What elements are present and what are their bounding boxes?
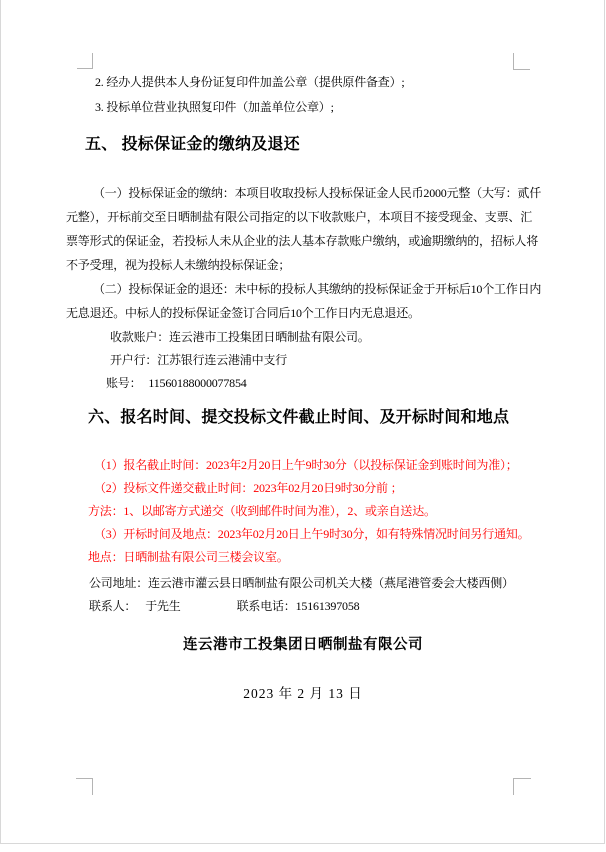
signature-company: 连云港市工投集团日晒制盐有限公司	[183, 637, 423, 653]
contact-line	[89, 599, 359, 614]
section6-heading: 六、报名时间、提交投标文件截止时间、及开标时间和地点	[88, 409, 510, 426]
contact-person-value: 于先生	[145, 599, 181, 613]
section5-para2-line2: 无息退还。中标人的投标保证金签订合同后10个工作日内无息退还。	[66, 306, 420, 320]
signup-deadline-line: （1）报名截止时间：2023年2月20日上午9时30分（以投标保证金到账时间为准）；	[94, 458, 518, 472]
section5-para1-line2: 元整），开标前交至日晒制盐有限公司指定的以下收款账户，本项目不接受现金、支票、汇	[66, 210, 533, 224]
section5-para1-line4: 不予受理，视为投标人未缴纳投标保证金；	[66, 258, 291, 272]
preamble-item-3: 3. 投标单位营业执照复印件（加盖单位公章）;	[95, 100, 334, 114]
text-boundary-mark-top-left	[77, 68, 93, 69]
company-address-line: 公司地址：连云港市灌云县日晒制盐有限公司机关大楼（燕尾港管委会大楼西侧）	[89, 576, 514, 590]
submit-deadline-line: （2）投标文件递交截止时间：2023年02月20日9时30分前 ；	[94, 481, 403, 495]
section5-heading: 五、 投标保证金的缴纳及退还	[85, 136, 300, 153]
preamble-item-2: 2. 经办人提供本人身份证复印件加盖公章（提供原件备查）;	[95, 75, 405, 89]
page-left-edge	[0, 0, 1, 844]
bid-opening-line: （3）开标时间及地点：2023年02月20日上午9时30分，如有特殊情况时间另行通知。	[94, 527, 530, 541]
text-boundary-mark-bottom-left	[76, 778, 92, 779]
text-boundary-mark-bottom-right	[513, 778, 514, 795]
account-number-line	[106, 376, 247, 391]
text-boundary-mark-top-right	[513, 69, 530, 70]
text-boundary-mark-top-right	[513, 53, 514, 70]
contact-person-label: 联系人：	[89, 599, 137, 613]
section5-para1-line1: （一）投标保证金的缴纳：本项目收取投标人投标保证金人民币2000元整（大写：贰仟	[93, 186, 542, 200]
page-bottom-edge	[0, 843, 605, 844]
contact-phone-label: 联系电话：	[236, 599, 296, 613]
page-right-edge	[604, 0, 605, 844]
text-boundary-mark-bottom-right	[513, 778, 531, 779]
account-number-label: 账号：	[106, 376, 142, 390]
text-boundary-mark-bottom-left	[92, 778, 93, 795]
contact-phone-value: 15161397058	[295, 599, 360, 613]
signature-date: 2023 年 2 月 13 日	[243, 686, 363, 701]
section5-para1-line3: 票等形式的保证金，若投标人未从企业的法人基本存款账户缴纳，或逾期缴纳的，招标人将	[66, 234, 539, 248]
bank-line: 开户行：江苏银行连云港浦中支行	[110, 353, 288, 367]
account-number-value: 11560188000077854	[148, 376, 247, 390]
venue-line: 地点：日晒制盐有限公司三楼会议室。	[88, 550, 289, 564]
delivery-method-line: 方法：1、以邮寄方式递交（收到邮件时间为准），2、或亲自送达。	[88, 504, 436, 518]
text-boundary-mark-top-left	[92, 53, 93, 69]
section5-para2-line1: （二）投标保证金的退还：未中标的投标人其缴纳的投标保证金于开标后10个工作日内	[93, 282, 542, 296]
payee-account-line: 收款账户：连云港市工投集团日晒制盐有限公司。	[110, 330, 370, 344]
